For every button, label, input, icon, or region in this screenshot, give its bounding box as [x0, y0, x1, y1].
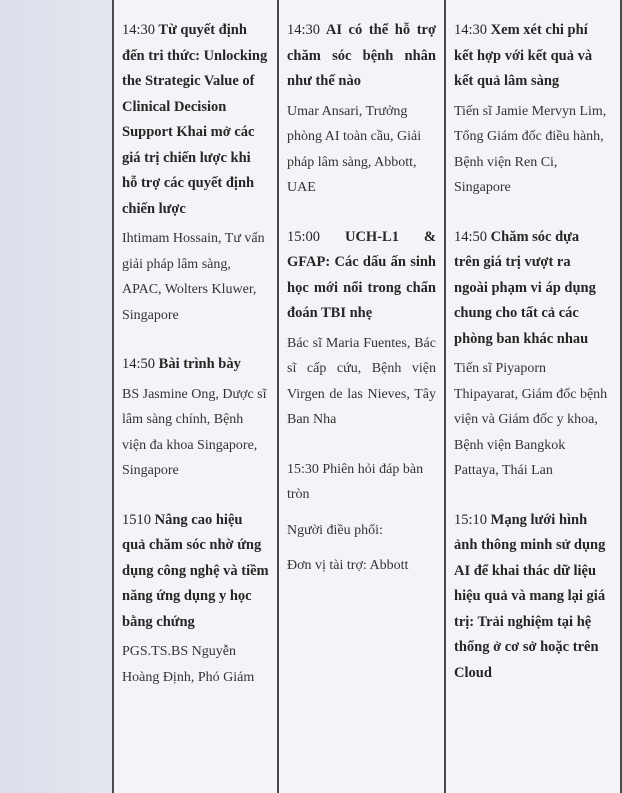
spacer [287, 508, 436, 518]
session-title [122, 508, 269, 636]
session-item [454, 18, 608, 201]
session-speaker: Umar Ansari, Trưởng phòng AI toàn cầu, Giải pháp lâm sàng, Abbott, UAE [287, 103, 422, 195]
session-item [122, 352, 269, 484]
session-title [287, 225, 436, 327]
session-time: 1510 [122, 511, 151, 528]
panel-moderator: Người điều phối: [287, 522, 383, 538]
session-item [454, 225, 608, 484]
session-speaker: Tiến sĩ Piyaporn Thipayarat, Giám đốc bệnh viện và Giám đốc y khoa, Bệnh viện Bangkok Pattaya, Thái Lan [454, 361, 608, 478]
session-title-text: UCH-L1 & GFAP: Các dấu ấn sinh học mới nổi trong chẩn đoán TBI nhẹ [287, 228, 436, 321]
session-time: 14:30 [122, 22, 156, 38]
panel-title [287, 457, 436, 508]
session-time: 15:10 [454, 511, 488, 528]
agenda-column-2 [279, 0, 446, 793]
session-title-text: Bài trình bày [158, 356, 241, 372]
session-title [122, 352, 269, 378]
session-item [122, 508, 269, 691]
panel-session [287, 457, 436, 579]
session-time: 14:50 [454, 228, 488, 245]
panel-time: 15:30 [287, 461, 319, 477]
session-item [287, 225, 436, 433]
session-title-text: Nâng cao hiệu quả chăm sóc nhờ ứng dụng công nghệ và tiềm năng ứng dụng y học bằng chứng [122, 511, 269, 630]
session-title-text: Mạng lưới hình ảnh thông minh sử dụng AI để khai thác dữ liệu hiệu quả và mang lại giá trị: Trải nghiệm tại hệ thống ở cơ sở hoặc trên Cloud [454, 511, 606, 681]
session-title-text: Xem xét chi phí kết hợp với kết quả và kết quả lâm sàng [454, 22, 593, 89]
session-speaker: Tiến sĩ Jamie Mervyn Lim, Tổng Giám đốc điều hành, Bệnh viện Ren Ci, Singapore [454, 103, 607, 195]
session-title [122, 18, 269, 222]
agenda-column-1 [114, 0, 279, 793]
session-title [287, 18, 436, 95]
session-speaker: BS Jasmine Ong, Dược sĩ lâm sàng chính, Bệnh viện đa khoa Singapore, Singapore [122, 386, 267, 478]
session-title-text: Chăm sóc dựa trên giá trị vượt ra ngoài phạm vi áp dụng chung cho tất cả các phòng ban khác nhau [454, 228, 596, 347]
spacer [287, 543, 436, 553]
agenda-table [112, 0, 622, 793]
session-title [454, 225, 608, 353]
session-time: 14:30 [287, 22, 321, 38]
session-title [454, 18, 608, 95]
left-margin [0, 0, 113, 793]
panel-title-text: Phiên hỏi đáp bàn tròn [287, 461, 424, 502]
session-time: 15:00 [287, 228, 321, 245]
session-item [287, 18, 436, 201]
session-speaker: Ihtimam Hossain, Tư vấn giải pháp lâm sàng, APAC, Wolters Kluwer, Singapore [122, 231, 265, 323]
session-speaker: Bác sĩ Maria Fuentes, Bác sĩ cấp cứu, Bệnh viện Virgen de las Nieves, Tây Ban Nha [287, 335, 436, 427]
session-item [122, 18, 269, 328]
session-speaker: PGS.TS.BS Nguyễn Hoàng Định, Phó Giám [122, 644, 255, 685]
session-title-text: AI có thể hỗ trợ chăm sóc bệnh nhân như thế nào [287, 22, 436, 89]
panel-sponsor: Đơn vị tài trợ: Abbott [287, 558, 409, 573]
session-title-text: Từ quyết định đến tri thức: Unlocking the Strategic Value of Clinical Decision Support Khai mở các giá trị chiến lược khi hỗ trợ các quyết định chiến lược [122, 22, 268, 217]
session-item [454, 508, 608, 687]
session-time: 14:50 [122, 356, 156, 372]
agenda-column-3 [446, 0, 616, 793]
session-title [454, 508, 608, 687]
session-time: 14:30 [454, 22, 488, 38]
